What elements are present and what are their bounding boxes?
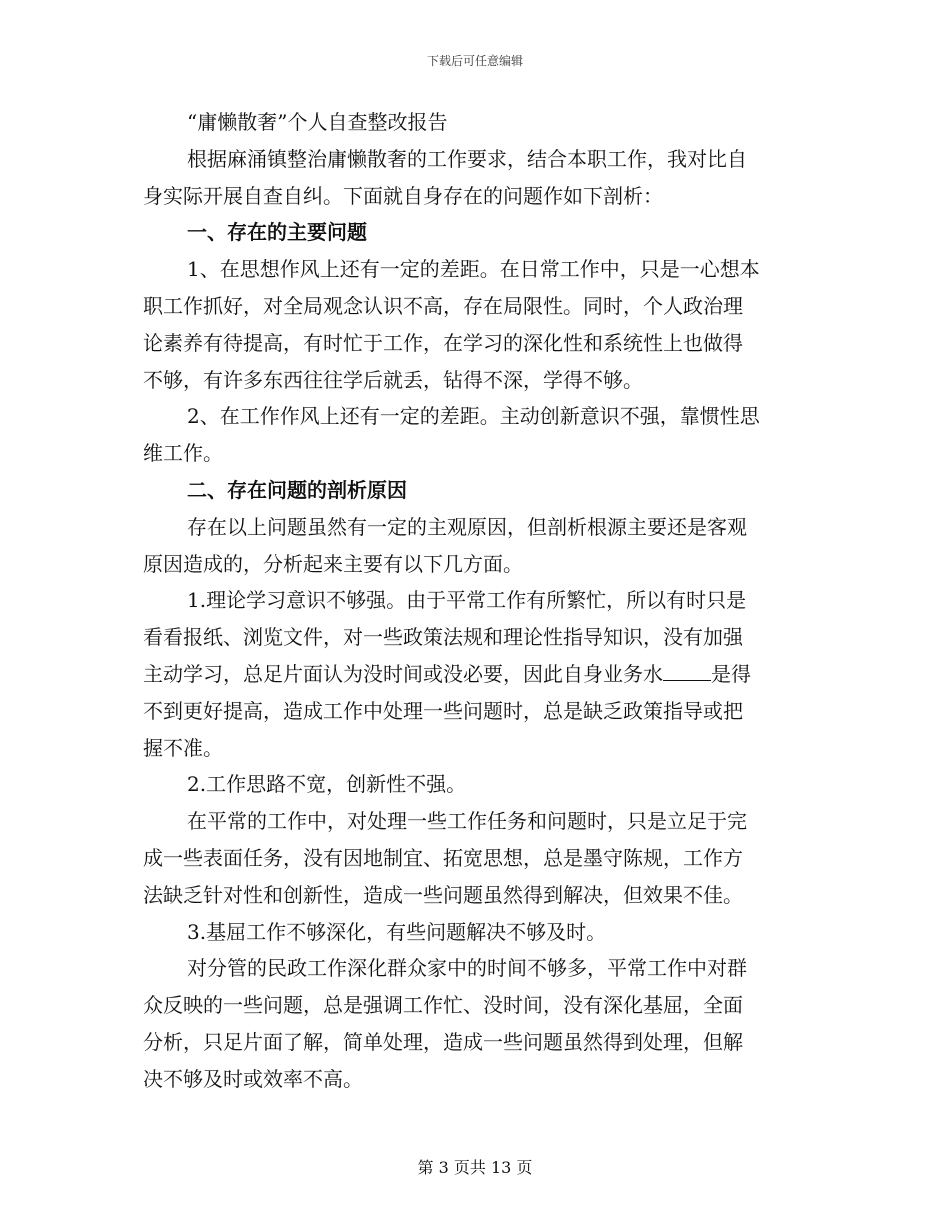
section-heading: 二、存在问题的剖析原因 bbox=[187, 477, 407, 502]
subheading: 3.基屈工作不够深化，有些问题解决不够及时。 bbox=[187, 919, 607, 944]
paragraph-line: 不到更好提高，造成工作中处理一些问题时，总是缺乏政策指导或把 bbox=[143, 698, 743, 723]
paragraph-line: 决不够及时或效率不高。 bbox=[143, 1066, 363, 1091]
paragraph-line: 成一些表面任务，没有因地制宜、拓宽思想，总是墨守陈规，工作方 bbox=[143, 845, 743, 870]
paragraph-line: 论素养有待提高，有时忙于工作，在学习的深化性和系统性上也做得 bbox=[143, 330, 743, 355]
paragraph-line: 众反映的一些问题，总是强调工作忙、没时间，没有深化基屈，全面 bbox=[143, 993, 743, 1018]
page-header: 下载后可任意编辑 bbox=[426, 54, 523, 68]
text-segment: 主动学习，总足片面认为没时间或没必要，因此自身业务水 bbox=[143, 661, 663, 686]
paragraph-line: 不够，有许多东西往往学后就丢，钻得不深，学得不够。 bbox=[143, 367, 643, 392]
section-heading: 一、存在的主要问题 bbox=[187, 220, 367, 245]
paragraph-line: 对分管的民政工作深化群众家中的时间不够多，平常工作中对群 bbox=[187, 956, 747, 981]
document-title: “庸懒散奢”个人自查整改报告 bbox=[187, 110, 448, 134]
paragraph-line: 维工作。 bbox=[143, 441, 223, 466]
paragraph-line: 2、在工作作风上还有一定的差距。主动创新意识不强，靠惯性思 bbox=[187, 404, 760, 429]
paragraph-line bbox=[143, 656, 809, 693]
paragraph-line: 在平常的工作中，对处理一些工作任务和问题时，只是立足于完 bbox=[187, 809, 747, 834]
paragraph-line: 看看报纸、浏览文件，对一些政策法规和理论性指导知识，没有加强 bbox=[143, 625, 743, 650]
paragraph-line: 法缺乏针对性和创新性，造成一些问题虽然得到解决，但效果不佳。 bbox=[143, 882, 743, 907]
subheading: 2.工作思路不宽，创新性不强。 bbox=[187, 772, 467, 797]
text-segment: 是得 bbox=[711, 661, 751, 686]
paragraph-line: 原因造成的，分析起来主要有以下几方面。 bbox=[143, 551, 523, 576]
paragraph-line: 存在以上问题虽然有一定的主观原因，但剖析根源主要还是客观 bbox=[187, 514, 747, 539]
paragraph-line: 职工作抓好，对全局观念认识不高，存在局限性。同时，个人政治理 bbox=[143, 293, 743, 318]
document-body bbox=[143, 104, 809, 1098]
fill-in-blank bbox=[663, 662, 711, 681]
paragraph-line: 1.理论学习意识不够强。由于平常工作有所繁忙，所以有时只是 bbox=[187, 588, 747, 613]
paragraph-line: 握不准。 bbox=[143, 735, 223, 760]
intro-line: 身实际开展自查自纠。下面就自身存在的问题作如下剖析： bbox=[143, 183, 663, 208]
page-footer: 第 3 页共 13 页 bbox=[417, 1158, 533, 1177]
paragraph-line: 分析，只足片面了解，简单处理，造成一些问题虽然得到处理，但解 bbox=[143, 1029, 743, 1054]
paragraph-line: 1、在思想作风上还有一定的差距。在日常工作中，只是一心想本 bbox=[187, 257, 760, 282]
intro-line: 根据麻涌镇整治庸懒散奢的工作要求，结合本职工作，我对比自 bbox=[187, 146, 747, 171]
